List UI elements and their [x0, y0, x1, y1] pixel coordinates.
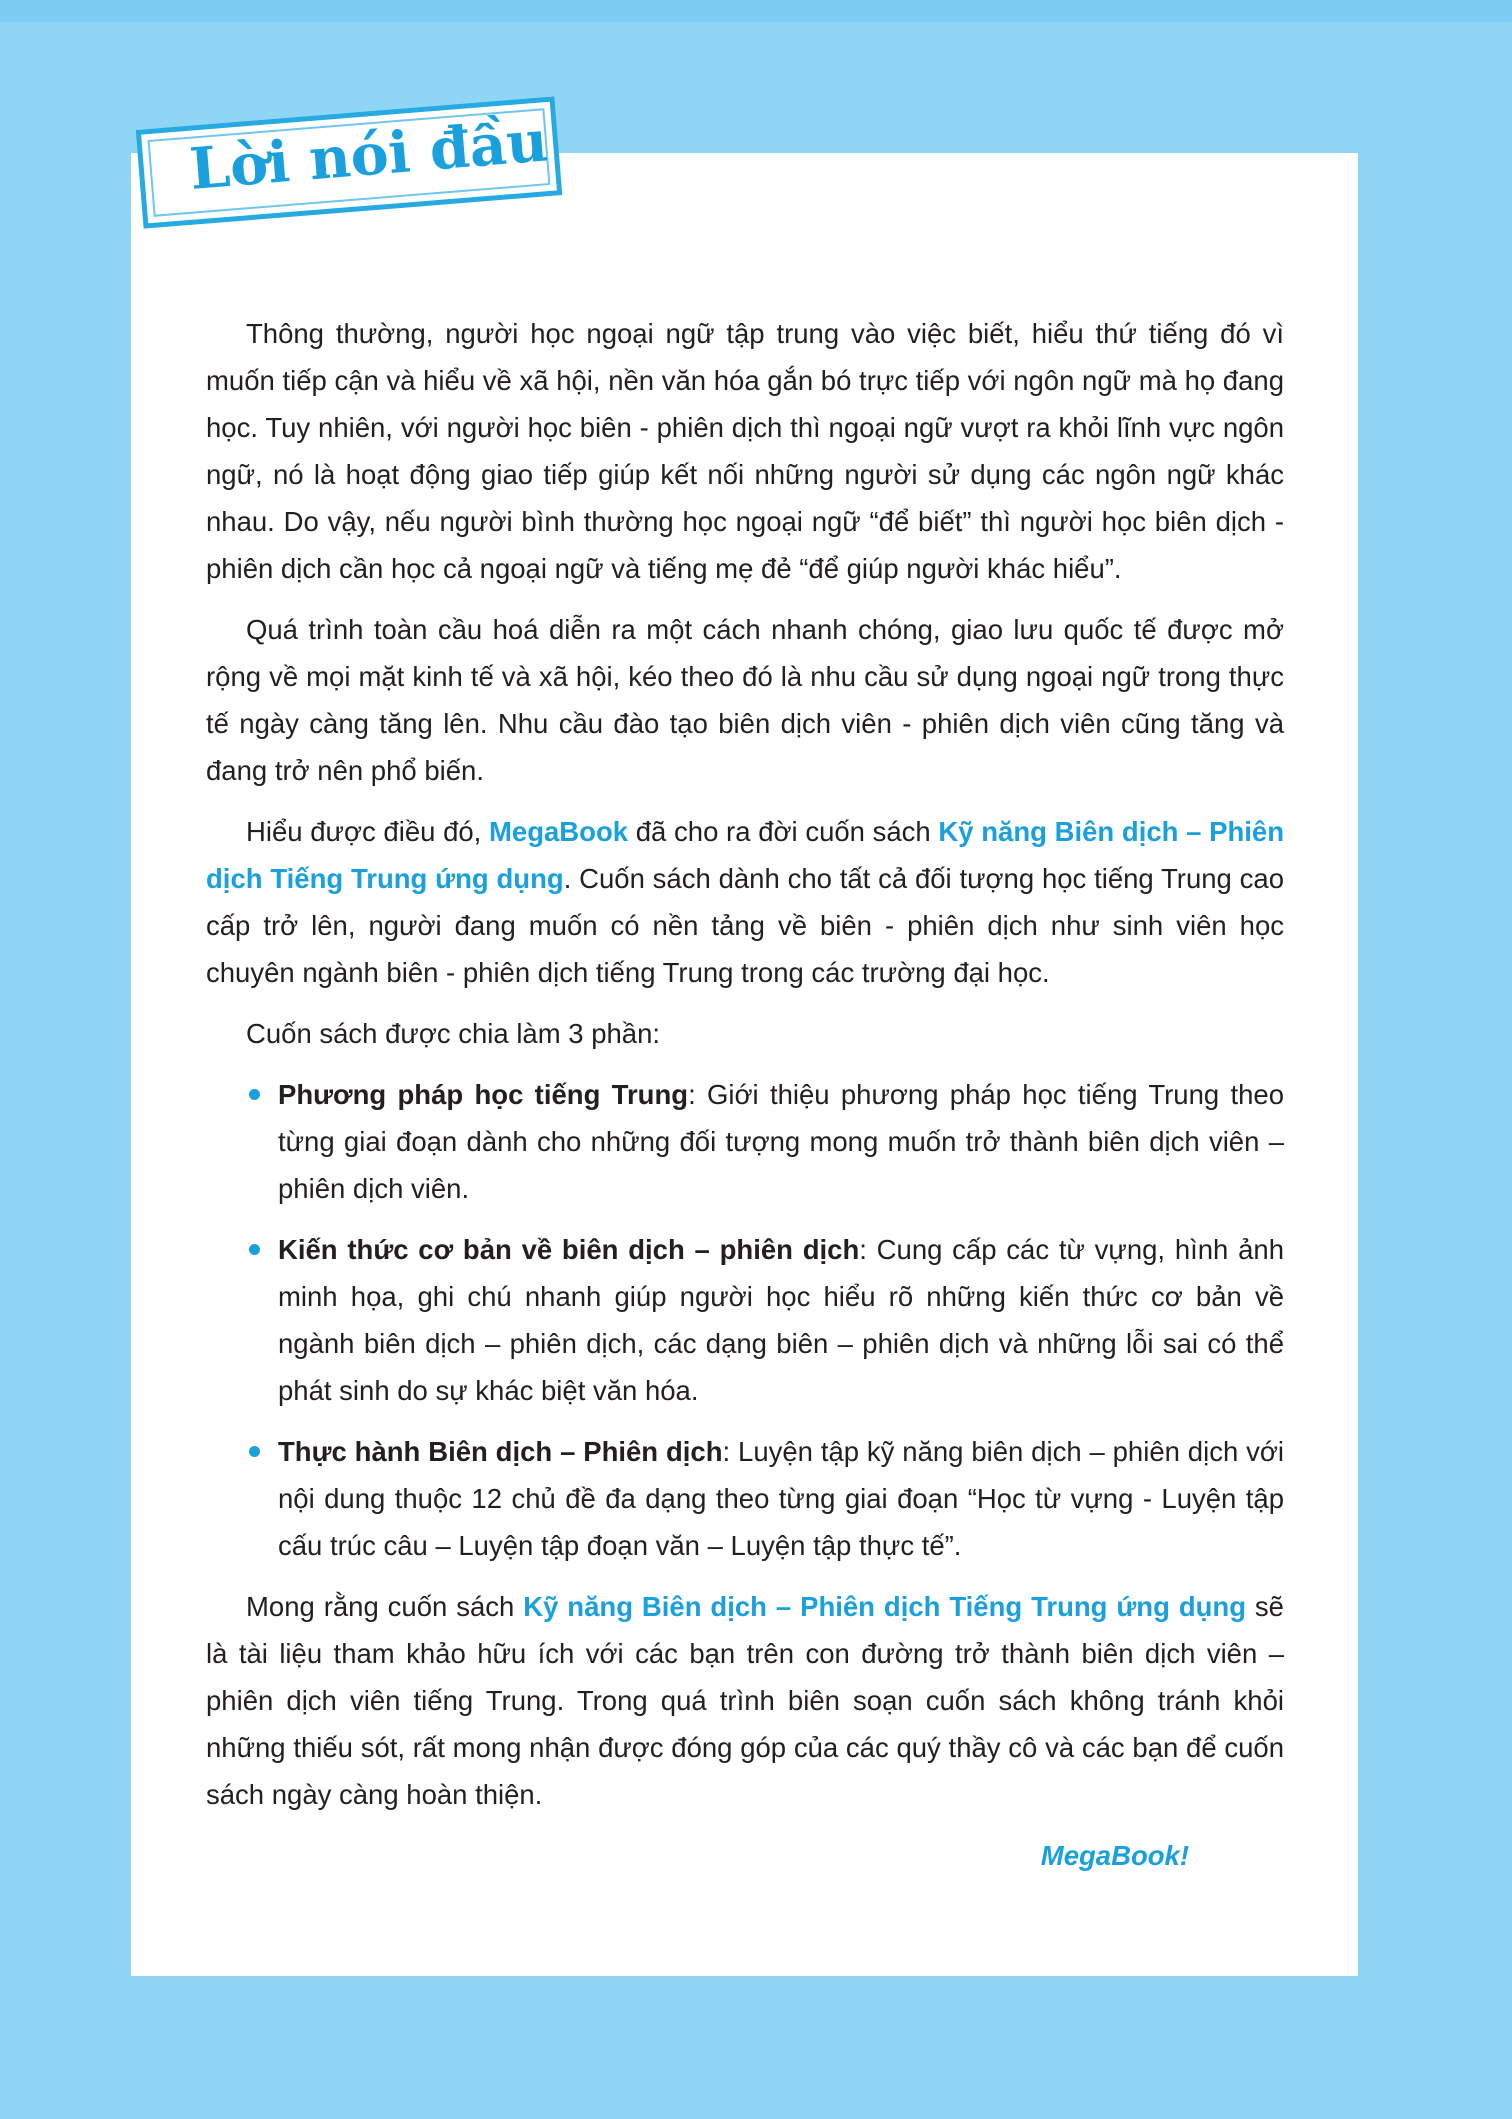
part-name: Phương pháp học tiếng Trung: [278, 1079, 689, 1110]
part-name: Kiến thức cơ bản về biên dịch – phiên dịch: [278, 1234, 860, 1265]
book-intro-rest: . Cuốn sách dành cho tất cả đối tượng học tiếng Trung cao cấp trở lên, người đang muốn có nền tảng về biên - phiên dịch như sinh viên học chuyên ngành biên - phiên dịch tiếng Trung trong các trường đại học.: [206, 863, 1284, 988]
list-item: [278, 1071, 1284, 1212]
book-title: Kỹ năng Biên dịch – Phiên dịch Tiếng Trung ứng dụng: [206, 816, 1284, 894]
part-description: : Giới thiệu phương pháp học tiếng Trung theo từng giai đoạn dành cho những đối tượng mong muốn trở thành biên dịch viên – phiên dịch viên.: [278, 1079, 1284, 1204]
signature: MegaBook!: [1040, 1840, 1189, 1871]
book-title: Kỹ năng Biên dịch – Phiên dịch Tiếng Trung ứng dụng: [523, 1591, 1247, 1622]
bullet-dot-icon: [249, 1244, 260, 1255]
parts-list: [206, 1071, 1284, 1569]
top-border-strip: [0, 0, 1512, 22]
page-title: Lời nói đầu: [187, 107, 551, 203]
book-intro-lead: Hiểu được điều đó,: [246, 816, 490, 847]
list-item: [278, 1226, 1284, 1414]
book-intro-mid: đã cho ra đời cuốn sách: [628, 816, 939, 847]
paragraph-parts-lead: Cuốn sách được chia làm 3 phần:: [246, 1018, 661, 1049]
paragraph-intro: Thông thường, người học ngoại ngữ tập trung vào việc biết, hiểu thứ tiếng đó vì muốn tiếp cận và hiểu về xã hội, nền văn hóa gắn bó trực tiếp với ngôn ngữ mà họ đang học. Tuy nhiên, với người học biên - phiên dịch thì ngoại ngữ vượt ra khỏi lĩnh vực ngôn ngữ, nó là hoạt động giao tiếp giúp kết nối những người sử dụng các ngôn ngữ khác nhau. Do vậy, nếu người bình thường học ngoại ngữ “để biết” thì người học biên dịch - phiên dịch cần học cả ngoại ngữ và tiếng mẹ đẻ “để giúp người khác hiểu”.: [206, 318, 1284, 584]
paragraph-globalization: Quá trình toàn cầu hoá diễn ra một cách nhanh chóng, giao lưu quốc tế được mở rộng về mọi mặt kinh tế và xã hội, kéo theo đó là nhu cầu sử dụng ngoại ngữ trong thực tế ngày càng tăng lên. Nhu cầu đào tạo biên dịch viên - phiên dịch viên cũng tăng và đang trở nên phổ biến.: [206, 614, 1284, 786]
preface-body: [206, 310, 1284, 1879]
brand-name: MegaBook: [489, 816, 629, 847]
part-name: Thực hành Biên dịch – Phiên dịch: [278, 1436, 723, 1467]
list-item: [278, 1428, 1284, 1569]
part-description: : Luyện tập kỹ năng biên dịch – phiên dịch với nội dung thuộc 12 chủ đề đa dạng theo từng giai đoạn “Học từ vựng - Luyện tập cấu trúc câu – Luyện tập đoạn văn – Luyện tập thực tế”.: [278, 1436, 1284, 1561]
closing-rest: sẽ là tài liệu tham khảo hữu ích với các bạn trên con đường trở thành biên dịch viên – phiên dịch viên tiếng Trung. Trong quá trình biên soạn cuốn sách không tránh khỏi những thiếu sót, rất mong nhận được đóng góp của các quý thầy cô và các bạn để cuốn sách ngày càng hoàn thiện.: [206, 1591, 1284, 1810]
bullet-dot-icon: [249, 1089, 260, 1100]
bullet-dot-icon: [249, 1446, 260, 1457]
closing-lead: Mong rằng cuốn sách: [246, 1591, 524, 1622]
paragraph-book-intro: [206, 808, 1284, 996]
part-description: : Cung cấp các từ vựng, hình ảnh minh họa, ghi chú nhanh giúp người học hiểu rõ những kiến thức cơ bản về ngành biên dịch – phiên dịch, các dạng biên – phiên dịch và những lỗi sai có thể phát sinh do sự khác biệt văn hóa.: [278, 1234, 1285, 1406]
paragraph-closing: [206, 1583, 1284, 1818]
